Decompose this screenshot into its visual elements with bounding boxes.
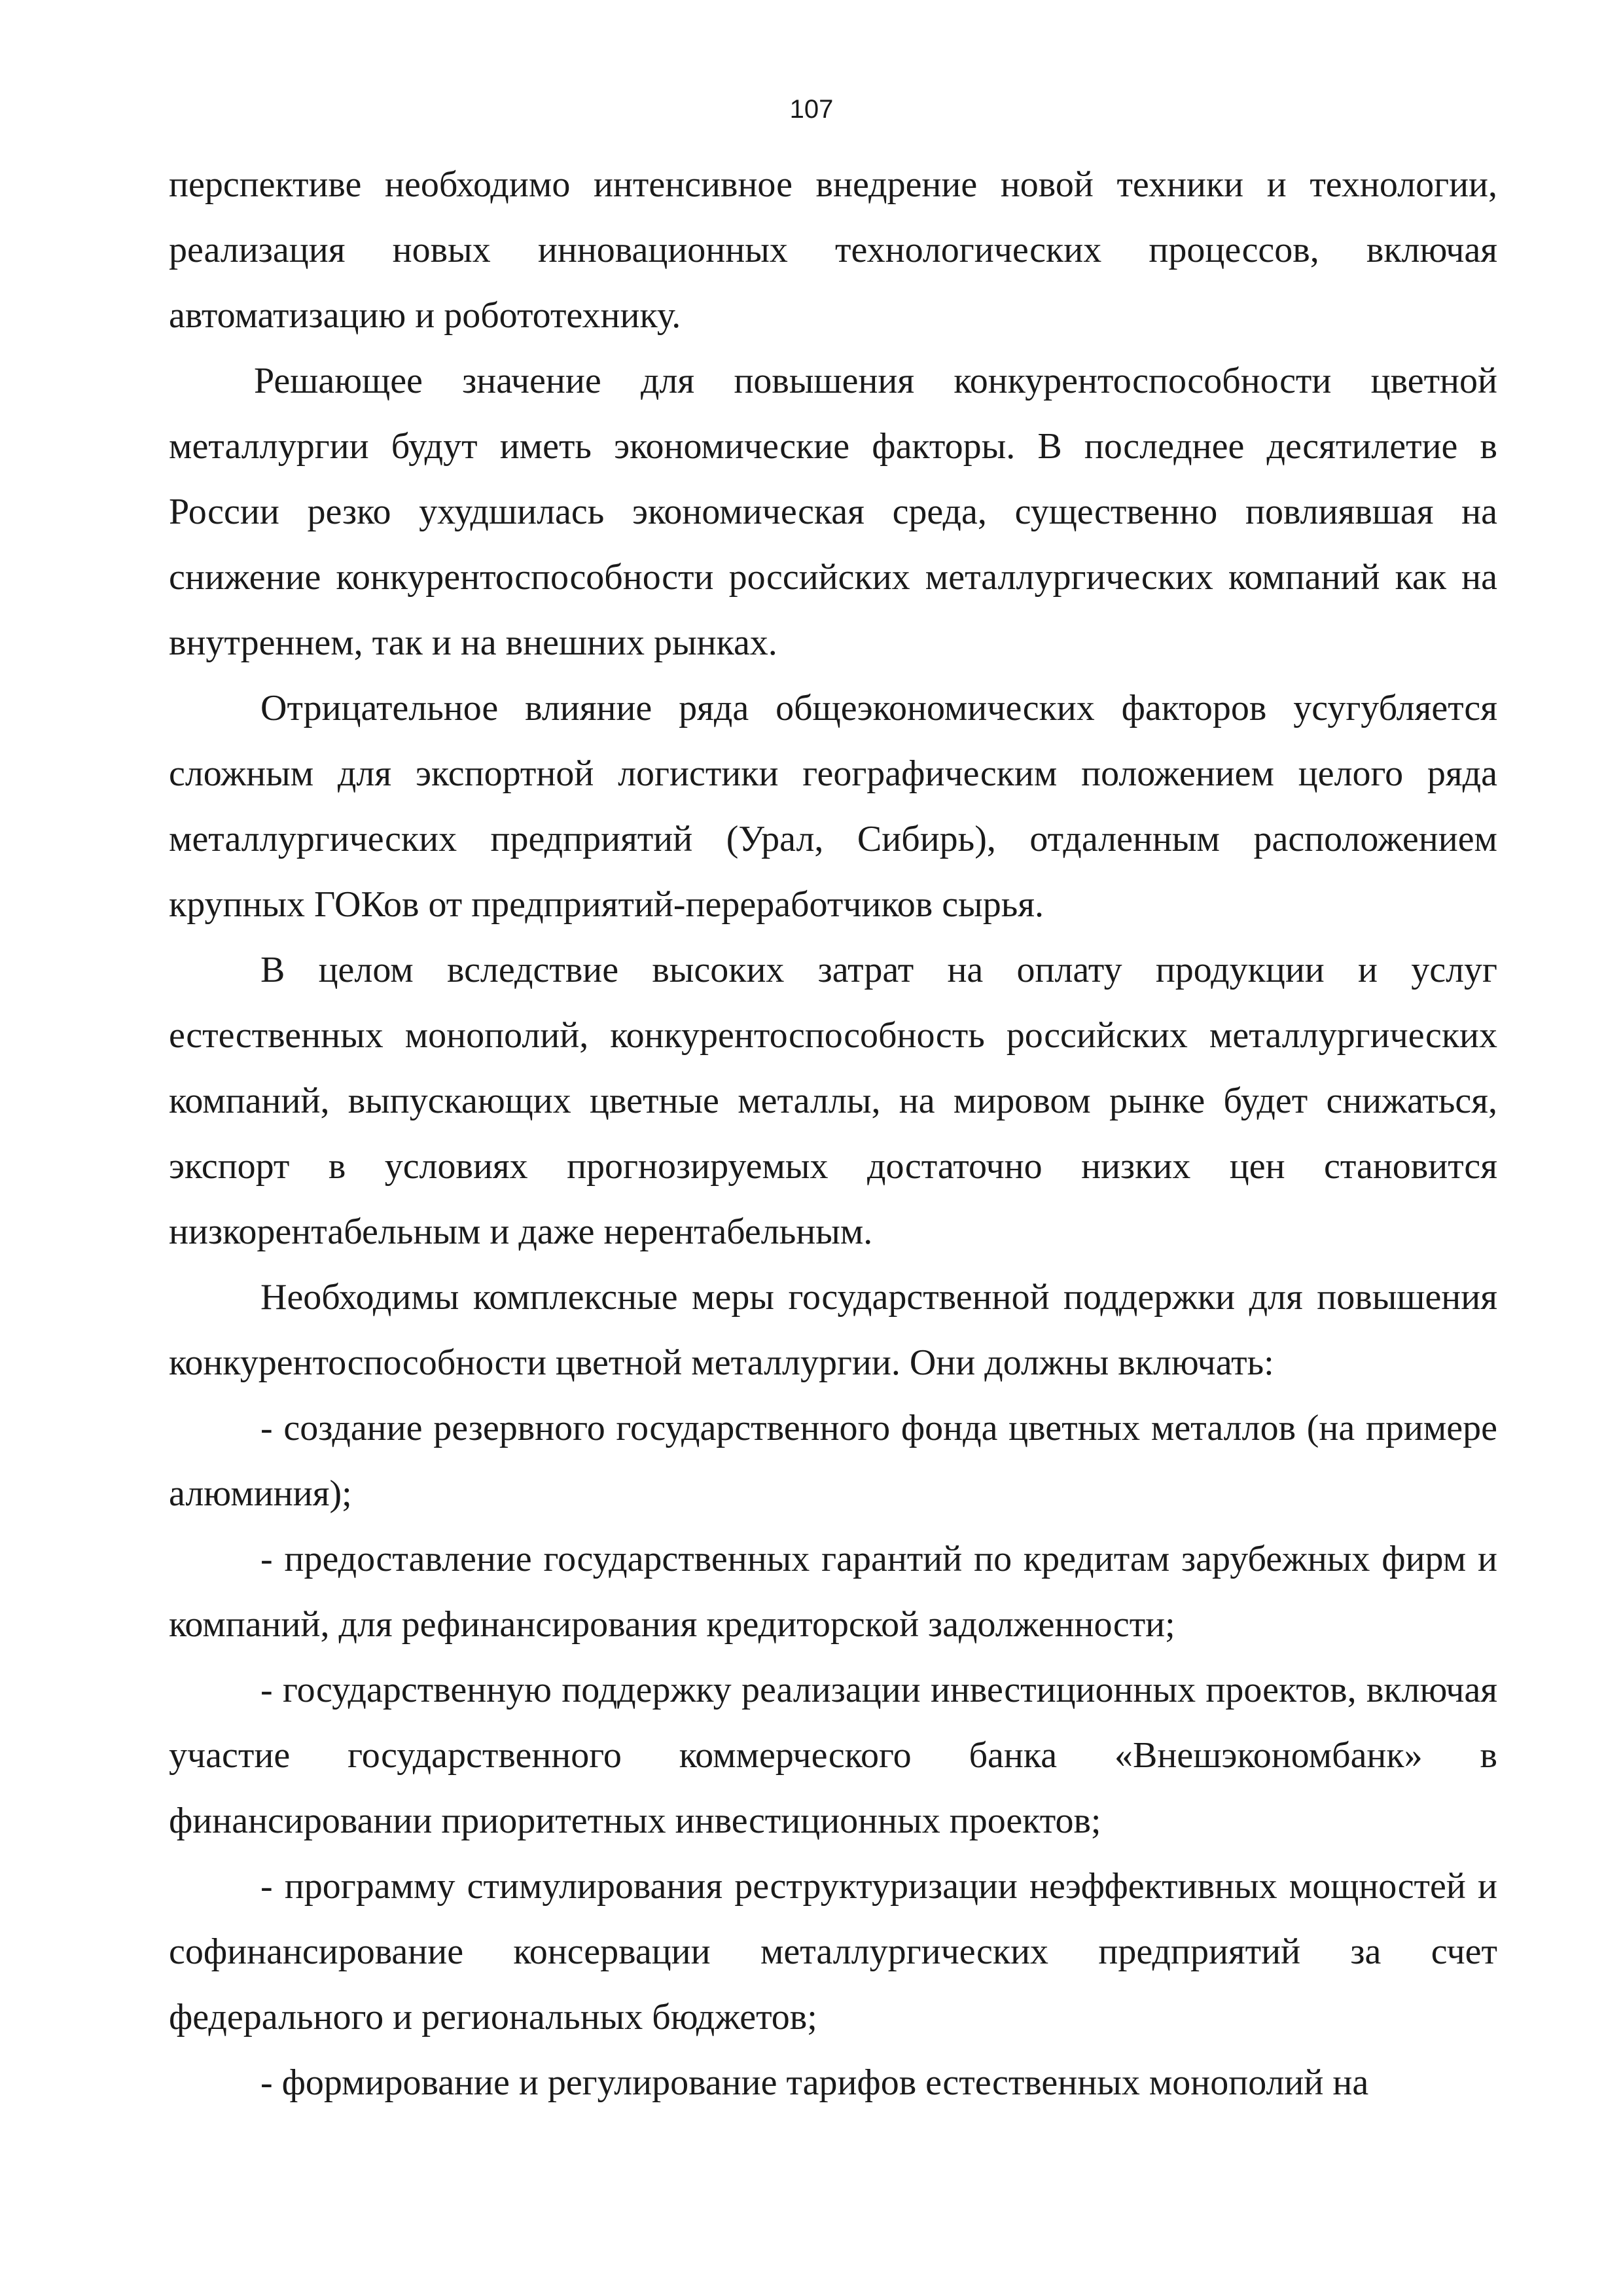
list-item: - создание резервного государственного фонда цветных металлов (на примере алюминия); [169,1408,1497,1514]
paragraph-continuation: перспективе необходимо интенсивное внедрение новой техники и технологии, реализация новых инновационных технологических процессов, включая автоматизацию и робототехнику. [169,164,1497,336]
paragraph: Необходимы комплексные меры государственной поддержки для повышения конкурентоспособности цветной металлургии. Они должны включать: [169,1277,1497,1383]
paragraph: Решающее значение для повышения конкурентоспособности цветной металлургии будут иметь экономические факторы. В последнее десятилетие в России резко ухудшилась экономическая среда, существенно повлиявшая на снижение конкурентоспособности российских металлургических компаний как на внутреннем, так и на внешних рынках. [169,361,1497,663]
list-item: - предоставление государственных гарантий по кредитам зарубежных фирм и компаний, для рефинансирования кредиторской задолженности; [169,1539,1497,1645]
page-number: 107 [789,95,834,124]
list-item: - программу стимулирования реструктуризации неэффективных мощностей и софинансирование консервации металлургических предприятий за счет федерального и региональных бюджетов; [169,1866,1497,2037]
paragraph: В целом вследствие высоких затрат на оплату продукции и услуг естественных монополий, конкурентоспособность российских металлургических компаний, выпускающих цветные металлы, на мировом рынке будет снижаться, экспорт в условиях прогнозируемых достаточно низких цен становится низкорентабельным и даже нерентабельным. [169,950,1497,1252]
list-item: - формирование и регулирование тарифов естественных монополий на [260,2062,1369,2103]
paragraph: Отрицательное влияние ряда общеэкономических факторов усугубляется сложным для экспортной логистики географическим положением целого ряда металлургических предприятий (Урал, Сибирь), отдаленным расположением крупных ГОКов от предприятий-переработчиков сырья. [169,688,1497,925]
list-item: - государственную поддержку реализации инвестиционных проектов, включая участие государственного коммерческого банка «Внешэкономбанк» в финансировании приоритетных инвестиционных проектов; [169,1670,1497,1841]
page-body [169,152,1497,2115]
